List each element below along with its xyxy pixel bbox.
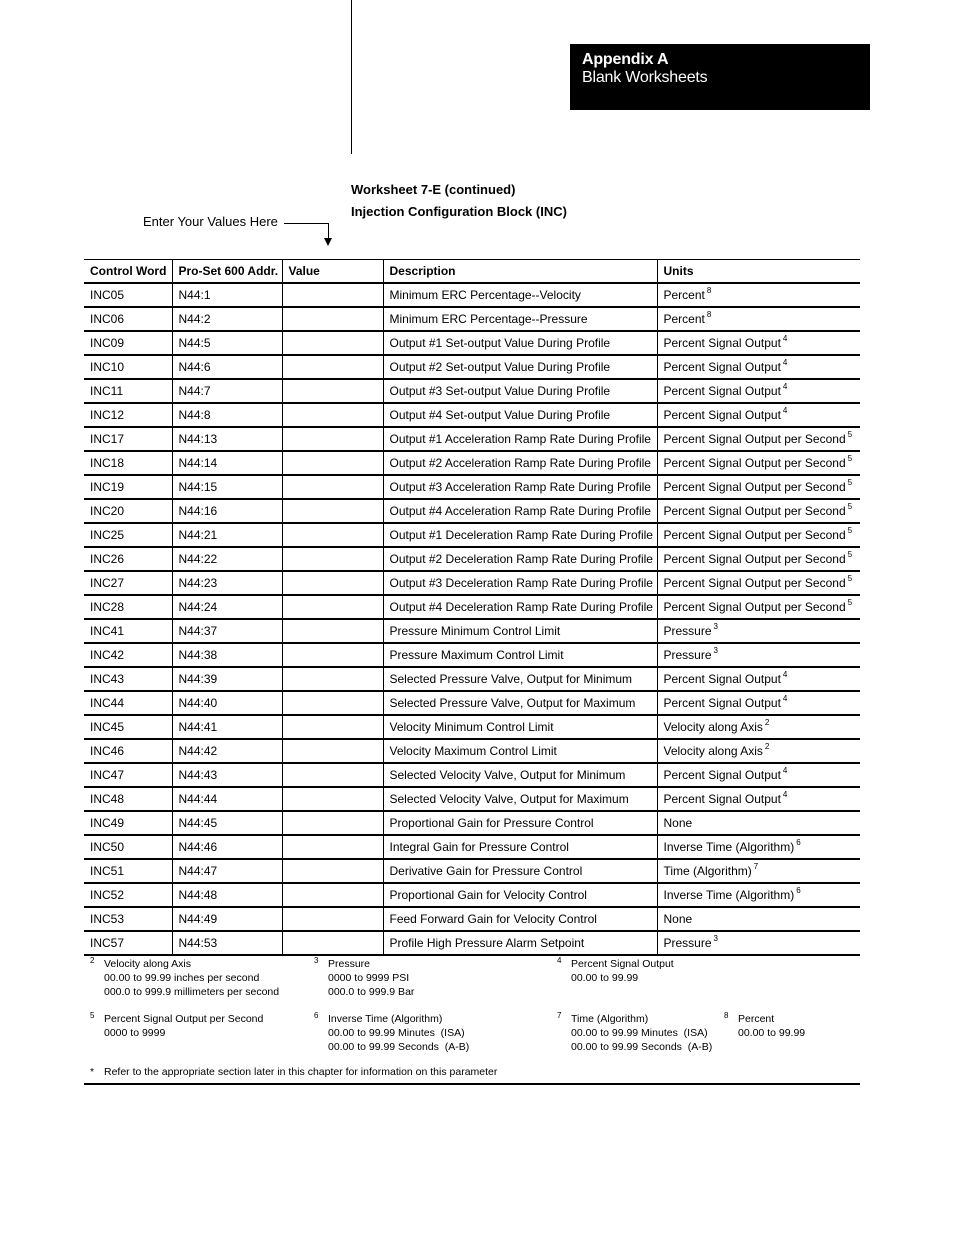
value-cell[interactable] <box>282 283 383 307</box>
footnote-number: 7 <box>557 1011 562 1020</box>
value-cell[interactable] <box>282 403 383 427</box>
units-text: Percent Signal Output <box>663 672 781 686</box>
address-cell: N44:43 <box>172 763 282 787</box>
table-row <box>84 307 860 331</box>
value-cell[interactable] <box>282 931 383 955</box>
worksheet-title: Worksheet 7-E (continued) <box>351 182 516 197</box>
table-row <box>84 931 860 955</box>
value-cell[interactable] <box>282 475 383 499</box>
address-cell: N44:23 <box>172 571 282 595</box>
units-text: Percent Signal Output per Second <box>663 432 846 446</box>
address-cell: N44:16 <box>172 499 282 523</box>
footnote-line: Inverse Time (Algorithm) <box>328 1013 443 1025</box>
units-text: Percent Signal Output per Second <box>663 600 846 614</box>
table-row <box>84 835 860 859</box>
units-cell <box>657 595 860 619</box>
table-row <box>84 859 860 883</box>
footnote-number: 3 <box>314 956 319 965</box>
footnote-number: 5 <box>90 1011 95 1020</box>
value-cell[interactable] <box>282 379 383 403</box>
table-row <box>84 907 860 931</box>
footnote-line: 00.00 to 99.99 Minutes (ISA) <box>571 1027 708 1039</box>
footnote-line: Percent <box>738 1013 775 1025</box>
units-text: Velocity along Axis <box>663 744 763 758</box>
value-cell[interactable] <box>282 331 383 355</box>
units-cell <box>657 379 860 403</box>
units-text: None <box>663 912 693 926</box>
table-row <box>84 403 860 427</box>
table-row <box>84 571 860 595</box>
table-row <box>84 331 860 355</box>
footnote-line: 00.00 to 99.99 Seconds (A-B) <box>328 1041 470 1053</box>
units-text: Percent Signal Output <box>663 336 781 350</box>
footnote-ref: 6 <box>796 838 801 847</box>
footnote-ref: 6 <box>796 886 801 895</box>
table-row <box>84 283 860 307</box>
description-cell: Selected Pressure Valve, Output for Minimum <box>383 667 657 691</box>
worksheet-subtitle: Injection Configuration Block (INC) <box>351 204 567 219</box>
note-marker: * <box>90 1066 95 1078</box>
units-text: Percent Signal Output <box>663 408 781 422</box>
footnote-line: 000.0 to 999.9 Bar <box>328 986 415 998</box>
arrow-down-icon <box>324 238 332 246</box>
value-cell[interactable] <box>282 787 383 811</box>
units-text: Pressure <box>663 648 712 662</box>
worksheet-heading <box>351 179 567 223</box>
address-cell: N44:22 <box>172 547 282 571</box>
address-cell: N44:5 <box>172 331 282 355</box>
value-cell[interactable] <box>282 715 383 739</box>
units-text: Percent Signal Output <box>663 792 781 806</box>
description-cell: Output #1 Deceleration Ramp Rate During Profile <box>383 523 657 547</box>
footnote <box>90 1011 264 1040</box>
footnote-ref: 5 <box>847 598 853 607</box>
value-cell[interactable] <box>282 595 383 619</box>
address-cell: N44:47 <box>172 859 282 883</box>
units-cell <box>657 739 860 763</box>
bottom-rule <box>84 1083 860 1085</box>
footnote-ref: 3 <box>713 646 718 655</box>
col-header-control-word: Control Word <box>84 260 172 284</box>
units-cell <box>657 907 860 931</box>
units-text: Percent Signal Output <box>663 696 781 710</box>
description-cell: Output #1 Acceleration Ramp Rate During Profile <box>383 427 657 451</box>
description-cell: Output #1 Set-output Value During Profile <box>383 331 657 355</box>
footnote <box>314 956 415 999</box>
footnote-line: Percent Signal Output <box>571 958 674 970</box>
units-cell <box>657 475 860 499</box>
units-text: Inverse Time (Algorithm) <box>663 888 795 902</box>
worksheet-table <box>84 259 860 956</box>
description-cell: Proportional Gain for Velocity Control <box>383 883 657 907</box>
table-row <box>84 691 860 715</box>
table-row <box>84 739 860 763</box>
control-word-cell: INC09 <box>84 331 172 355</box>
units-cell <box>657 931 860 955</box>
value-cell[interactable] <box>282 547 383 571</box>
table-row <box>84 883 860 907</box>
footnote-line: 00.00 to 99.99 inches per second <box>104 972 260 984</box>
units-text: Percent Signal Output per Second <box>663 552 846 566</box>
footnote <box>724 1011 806 1040</box>
footnote-ref: 4 <box>782 406 788 415</box>
units-text: Percent Signal Output <box>663 768 781 782</box>
value-cell[interactable] <box>282 355 383 379</box>
appendix-header <box>570 44 870 110</box>
description-cell: Output #4 Acceleration Ramp Rate During Profile <box>383 499 657 523</box>
units-text: Percent Signal Output <box>663 384 781 398</box>
footnote-ref: 4 <box>782 790 788 799</box>
footnote-line: 00.00 to 99.99 Minutes (ISA) <box>328 1027 465 1039</box>
control-word-cell: INC51 <box>84 859 172 883</box>
table-row <box>84 787 860 811</box>
description-cell: Output #3 Set-output Value During Profile <box>383 379 657 403</box>
control-word-cell: INC45 <box>84 715 172 739</box>
units-cell <box>657 859 860 883</box>
table-row <box>84 643 860 667</box>
units-cell <box>657 835 860 859</box>
control-word-cell: INC41 <box>84 619 172 643</box>
table-row <box>84 667 860 691</box>
footnote <box>557 956 674 985</box>
value-cell[interactable] <box>282 811 383 835</box>
units-text: Velocity along Axis <box>663 720 763 734</box>
units-text: Percent Signal Output <box>663 360 781 374</box>
footnote-ref: 5 <box>847 454 853 463</box>
footnote-line: Time (Algorithm) <box>571 1013 649 1025</box>
units-cell <box>657 883 860 907</box>
footnote-ref: 5 <box>847 478 853 487</box>
address-cell: N44:40 <box>172 691 282 715</box>
footnote-ref: 4 <box>782 766 788 775</box>
control-word-cell: INC47 <box>84 763 172 787</box>
footnote-ref: 5 <box>847 550 853 559</box>
control-word-cell: INC19 <box>84 475 172 499</box>
description-cell: Output #2 Set-output Value During Profile <box>383 355 657 379</box>
control-word-cell: INC49 <box>84 811 172 835</box>
col-header-description: Description <box>383 260 657 284</box>
footnote-ref: 3 <box>713 934 718 943</box>
units-cell <box>657 715 860 739</box>
address-cell: N44:15 <box>172 475 282 499</box>
value-cell[interactable] <box>282 835 383 859</box>
description-cell: Pressure Minimum Control Limit <box>383 619 657 643</box>
control-word-cell: INC57 <box>84 931 172 955</box>
units-cell <box>657 403 860 427</box>
footnote-number: 6 <box>314 1011 319 1020</box>
footnote-ref: 5 <box>847 526 853 535</box>
control-word-cell: INC46 <box>84 739 172 763</box>
value-cell[interactable] <box>282 859 383 883</box>
footnote-ref: 2 <box>764 742 770 751</box>
units-cell <box>657 811 860 835</box>
units-text: Percent Signal Output per Second <box>663 456 846 470</box>
description-cell: Velocity Minimum Control Limit <box>383 715 657 739</box>
control-word-cell: INC26 <box>84 547 172 571</box>
units-text: Percent Signal Output per Second <box>663 504 846 518</box>
address-cell: N44:42 <box>172 739 282 763</box>
footnote-ref: 8 <box>706 310 712 319</box>
value-cell[interactable] <box>282 691 383 715</box>
address-cell: N44:37 <box>172 619 282 643</box>
value-cell[interactable] <box>282 643 383 667</box>
control-word-cell: INC53 <box>84 907 172 931</box>
footnote <box>314 1011 470 1054</box>
description-cell: Velocity Maximum Control Limit <box>383 739 657 763</box>
address-cell: N44:14 <box>172 451 282 475</box>
table-row <box>84 475 860 499</box>
units-cell <box>657 643 860 667</box>
description-cell: Output #3 Acceleration Ramp Rate During Profile <box>383 475 657 499</box>
units-cell <box>657 787 860 811</box>
footnote-line: 000.0 to 999.9 millimeters per second <box>104 986 280 998</box>
description-cell: Minimum ERC Percentage--Velocity <box>383 283 657 307</box>
footnote-line: 00.00 to 99.99 <box>571 972 639 984</box>
control-word-cell: INC44 <box>84 691 172 715</box>
control-word-cell: INC28 <box>84 595 172 619</box>
value-cell[interactable] <box>282 427 383 451</box>
units-cell <box>657 619 860 643</box>
footnote <box>557 1011 713 1054</box>
control-word-cell: INC50 <box>84 835 172 859</box>
description-cell: Proportional Gain for Pressure Control <box>383 811 657 835</box>
units-cell <box>657 427 860 451</box>
address-cell: N44:53 <box>172 931 282 955</box>
table-row <box>84 427 860 451</box>
enter-values-label: Enter Your Values Here <box>143 214 278 229</box>
description-cell: Selected Velocity Valve, Output for Minimum <box>383 763 657 787</box>
value-cell[interactable] <box>282 907 383 931</box>
control-word-cell: INC27 <box>84 571 172 595</box>
description-cell: Output #4 Set-output Value During Profile <box>383 403 657 427</box>
arrow-line <box>284 223 329 224</box>
units-cell <box>657 571 860 595</box>
footnote-ref: 4 <box>782 694 788 703</box>
address-cell: N44:2 <box>172 307 282 331</box>
col-header-units: Units <box>657 260 860 284</box>
address-cell: N44:1 <box>172 283 282 307</box>
address-cell: N44:49 <box>172 907 282 931</box>
control-word-cell: INC52 <box>84 883 172 907</box>
control-word-cell: INC42 <box>84 643 172 667</box>
address-cell: N44:41 <box>172 715 282 739</box>
units-text: Pressure <box>663 624 712 638</box>
table-row <box>84 619 860 643</box>
description-cell: Output #2 Deceleration Ramp Rate During Profile <box>383 547 657 571</box>
value-cell[interactable] <box>282 307 383 331</box>
col-header-address: Pro-Set 600 Addr. <box>172 260 282 284</box>
footnote-line: 00.00 to 99.99 <box>738 1027 806 1039</box>
control-word-cell: INC11 <box>84 379 172 403</box>
table-row <box>84 379 860 403</box>
table-row <box>84 595 860 619</box>
units-cell <box>657 667 860 691</box>
address-cell: N44:38 <box>172 643 282 667</box>
footnote-ref: 3 <box>713 622 718 631</box>
control-word-cell: INC10 <box>84 355 172 379</box>
col-header-value: Value <box>282 260 383 284</box>
appendix-subtitle: Blank Worksheets <box>582 69 708 86</box>
table-row <box>84 499 860 523</box>
address-cell: N44:44 <box>172 787 282 811</box>
units-cell <box>657 523 860 547</box>
value-cell[interactable] <box>282 571 383 595</box>
footnote-ref: 8 <box>706 286 712 295</box>
description-cell: Selected Pressure Valve, Output for Maximum <box>383 691 657 715</box>
units-text: Time (Algorithm) <box>663 864 752 878</box>
table-row <box>84 451 860 475</box>
units-text: None <box>663 816 693 830</box>
description-cell: Minimum ERC Percentage--Pressure <box>383 307 657 331</box>
description-cell: Pressure Maximum Control Limit <box>383 643 657 667</box>
footnote-ref: 4 <box>782 334 788 343</box>
footnote-line: 0000 to 9999 PSI <box>328 972 410 984</box>
description-cell: Profile High Pressure Alarm Setpoint <box>383 931 657 955</box>
footnote-number: 8 <box>724 1011 729 1020</box>
value-cell[interactable] <box>282 619 383 643</box>
description-cell: Derivative Gain for Pressure Control <box>383 859 657 883</box>
units-cell <box>657 355 860 379</box>
units-cell <box>657 331 860 355</box>
control-word-cell: INC43 <box>84 667 172 691</box>
footnote-line: Percent Signal Output per Second <box>104 1013 264 1025</box>
description-cell: Output #3 Deceleration Ramp Rate During Profile <box>383 571 657 595</box>
control-word-cell: INC20 <box>84 499 172 523</box>
units-cell <box>657 691 860 715</box>
address-cell: N44:7 <box>172 379 282 403</box>
table-header-row <box>84 260 860 284</box>
value-cell[interactable] <box>282 739 383 763</box>
table-row <box>84 811 860 835</box>
address-cell: N44:6 <box>172 355 282 379</box>
table-row <box>84 523 860 547</box>
value-cell[interactable] <box>282 523 383 547</box>
units-cell <box>657 499 860 523</box>
footnote-line: 0000 to 9999 <box>104 1027 166 1039</box>
units-cell <box>657 283 860 307</box>
units-cell <box>657 763 860 787</box>
control-word-cell: INC06 <box>84 307 172 331</box>
page-divider-line <box>351 0 352 154</box>
description-cell: Output #4 Deceleration Ramp Rate During Profile <box>383 595 657 619</box>
control-word-cell: INC17 <box>84 427 172 451</box>
control-word-cell: INC18 <box>84 451 172 475</box>
control-word-cell: INC48 <box>84 787 172 811</box>
value-cell[interactable] <box>282 499 383 523</box>
units-text: Percent Signal Output per Second <box>663 480 846 494</box>
address-cell: N44:13 <box>172 427 282 451</box>
units-text: Percent Signal Output per Second <box>663 528 846 542</box>
units-text: Percent <box>663 288 705 302</box>
value-cell[interactable] <box>282 667 383 691</box>
value-cell[interactable] <box>282 883 383 907</box>
footnote-ref: 5 <box>847 430 853 439</box>
footnote-ref: 2 <box>764 718 770 727</box>
units-text: Percent <box>663 312 705 326</box>
description-cell: Feed Forward Gain for Velocity Control <box>383 907 657 931</box>
footnote <box>90 956 280 999</box>
value-cell[interactable] <box>282 451 383 475</box>
description-cell: Output #2 Acceleration Ramp Rate During Profile <box>383 451 657 475</box>
footnote-ref: 5 <box>847 502 853 511</box>
note-text: Refer to the appropriate section later in this chapter for information on this parameter <box>104 1066 498 1078</box>
address-cell: N44:8 <box>172 403 282 427</box>
control-word-cell: INC05 <box>84 283 172 307</box>
address-cell: N44:46 <box>172 835 282 859</box>
description-cell: Integral Gain for Pressure Control <box>383 835 657 859</box>
units-text: Percent Signal Output per Second <box>663 576 846 590</box>
units-text: Inverse Time (Algorithm) <box>663 840 795 854</box>
value-cell[interactable] <box>282 763 383 787</box>
units-cell <box>657 547 860 571</box>
footnote-ref: 4 <box>782 358 788 367</box>
address-cell: N44:45 <box>172 811 282 835</box>
address-cell: N44:24 <box>172 595 282 619</box>
description-cell: Selected Velocity Valve, Output for Maximum <box>383 787 657 811</box>
address-cell: N44:21 <box>172 523 282 547</box>
control-word-cell: INC12 <box>84 403 172 427</box>
footnote-ref: 5 <box>847 574 853 583</box>
address-cell: N44:39 <box>172 667 282 691</box>
table-row <box>84 763 860 787</box>
footnote-ref: 4 <box>782 382 788 391</box>
table-row <box>84 715 860 739</box>
footnote-line: Velocity along Axis <box>104 958 191 970</box>
footnote-number: 2 <box>90 956 95 965</box>
footnote-line: Pressure <box>328 958 371 970</box>
footnote-ref: 4 <box>782 670 788 679</box>
units-cell <box>657 307 860 331</box>
footnote-number: 4 <box>557 956 562 965</box>
address-cell: N44:48 <box>172 883 282 907</box>
units-text: Pressure <box>663 936 712 950</box>
footnote-ref: 7 <box>753 862 759 871</box>
table-row <box>84 547 860 571</box>
footnote-line: 00.00 to 99.99 Seconds (A-B) <box>571 1041 713 1053</box>
table-row <box>84 355 860 379</box>
control-word-cell: INC25 <box>84 523 172 547</box>
units-cell <box>657 451 860 475</box>
appendix-title: Appendix A <box>582 51 669 68</box>
